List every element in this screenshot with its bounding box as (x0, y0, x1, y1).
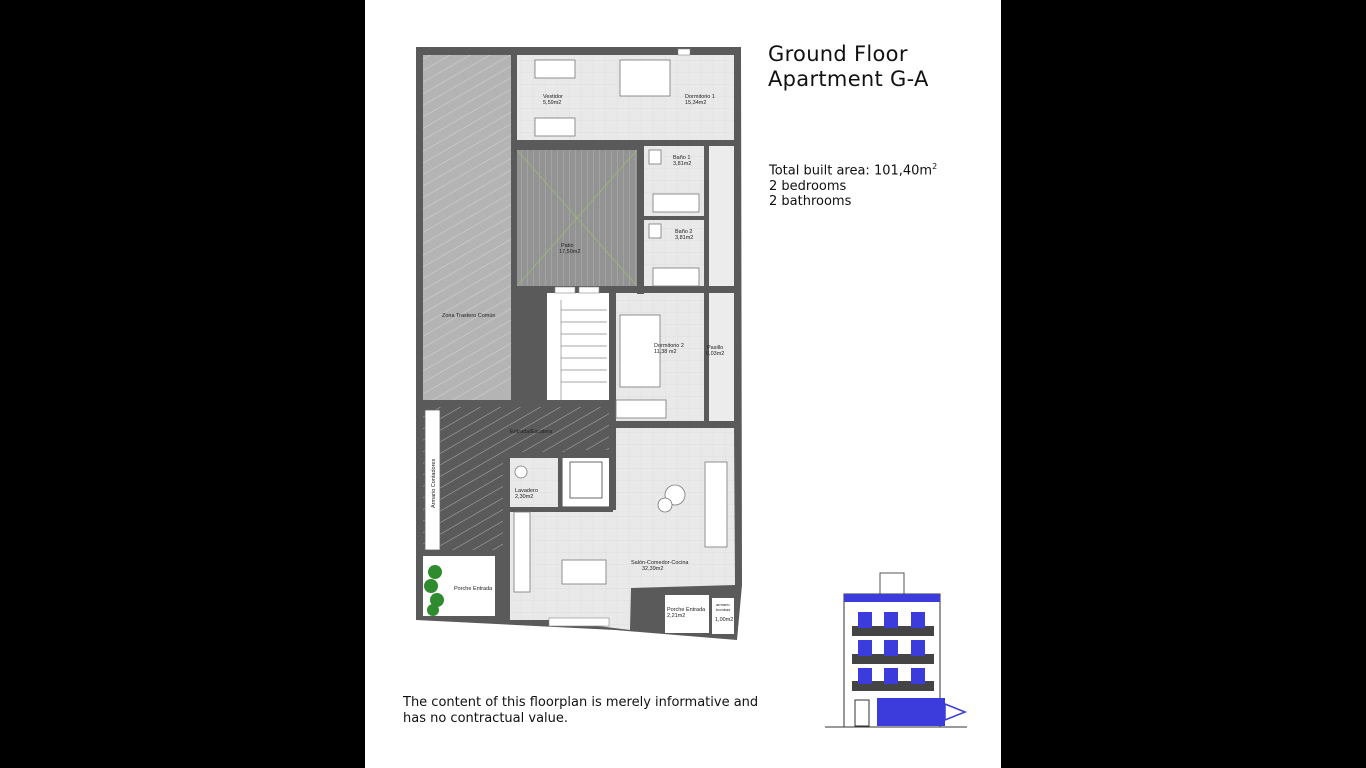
porche-left-label: Porche Entrada (454, 586, 493, 592)
bano2-label: Baño 2 (675, 229, 693, 235)
porche-right-label: Porche Entrada (667, 607, 706, 613)
title-line1: Ground Floor (768, 42, 908, 66)
total-area (769, 159, 937, 179)
lavadero-label: Lavadero (515, 488, 538, 494)
dormitorio2-label: Dormitorio 2 (654, 343, 684, 349)
porche-right-area: 2,21m2 (667, 613, 686, 619)
dormitorio2-area: 11,38 m2 (654, 349, 677, 355)
bedrooms-count: 2 bedrooms (769, 178, 847, 194)
floorplan-sheet (365, 0, 1001, 768)
pasillo-label: Pasillo (707, 345, 724, 351)
armario-bombas-label2: bombas (716, 607, 731, 612)
dormitorio1-label: Dormitorio 1 (685, 94, 715, 100)
dormitorio1-area: 15,34m2 (685, 100, 707, 106)
salon-label: Salón-Comedor-Cocina (631, 560, 689, 566)
building-elevation (825, 573, 967, 727)
salon-area: 32,39m2 (642, 566, 664, 572)
title-line2: Apartment G-A (768, 67, 929, 91)
bano1-area: 3,81m2 (673, 161, 692, 167)
area-unit-sup: 2 (932, 162, 938, 171)
patio-area: 17,50m2 (559, 249, 581, 255)
zona-trastero-label: Zona Trastero Común (442, 313, 496, 319)
specs-block (769, 159, 937, 210)
vestidor-label: Vestidor (543, 94, 563, 100)
armario-bombas-label1: armario (716, 602, 730, 607)
lavadero-area: 2,30m2 (515, 494, 534, 500)
bano1-label: Baño 1 (673, 155, 691, 161)
page-title (768, 42, 929, 92)
disclaimer-text: The content of this floorplan is merely informative and has no contractual value. (403, 695, 759, 726)
pasillo-area: 6,03m2 (706, 351, 725, 357)
patio-label: Patio (561, 243, 574, 249)
total-area-text: Total built area: 101,40m (769, 163, 933, 179)
bathrooms-count: 2 bathrooms (769, 194, 852, 210)
floor-plan (365, 0, 1001, 768)
entrada-label: Entrada/Escalera (510, 429, 553, 435)
armario-bombas-area: 1,00m2 (715, 617, 734, 623)
armario-contadores-label: Armario Contadores (431, 458, 437, 508)
bano2-area: 3,81m2 (675, 235, 694, 241)
vestidor-area: 5,59m2 (543, 100, 562, 106)
